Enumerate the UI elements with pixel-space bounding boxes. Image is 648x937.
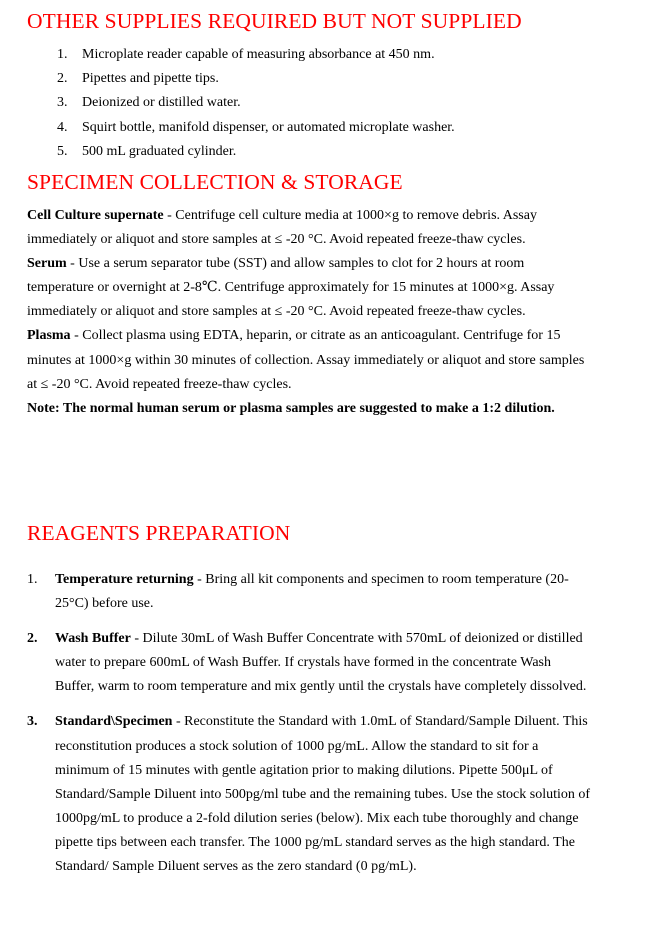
- supplies-heading: OTHER SUPPLIES REQUIRED BUT NOT SUPPLIED: [27, 9, 522, 33]
- specimen-heading: SPECIMEN COLLECTION & STORAGE: [27, 170, 403, 194]
- list-item: [57, 67, 617, 91]
- specimen-text: - Collect plasma using EDTA, heparin, or citrate as an anticoagulant. Centrifuge for 15 minutes at 1000×g within 30 minutes of collection. Assay immediately or aliquot and store samples at ≤ -20 °C. Avoid repeated freeze-thaw cycles.: [27, 328, 585, 392]
- item-number: 3.: [27, 714, 38, 730]
- list-item: [27, 710, 592, 879]
- item-number: 2.: [27, 631, 38, 647]
- specimen-paragraph: [27, 204, 592, 252]
- item-number: 4.: [57, 119, 68, 135]
- list-item: [57, 43, 617, 67]
- item-number: 2.: [57, 71, 68, 87]
- list-item: [27, 568, 592, 616]
- reagent-text: - Reconstitute the Standard with 1.0mL of Standard/Sample Diluent. This reconstitution produces a stock solution of 1000 pg/mL. Allow the standard to sit for a minimum of 15 minutes with gentle agitation prior to making dilutions. Pipette 500μL of Standard/Sample Diluent into 500pg/ml tube and the remaining tubes. Use the stock solution of 1000pg/mL to produce a 2-fold dilution series (below). Mix each tube thoroughly and change pipette tips between each transfer. The 1000 pg/mL standard serves as the high standard. The Standard/ Sample Diluent serves as the zero standard (0 pg/mL).: [55, 714, 591, 875]
- specimen-text: - Centrifuge cell culture media at 1000×g to remove debris. Assay immediately or aliquot and store samples at ≤ -20 °C. Avoid repeated freeze-thaw cycles.: [27, 208, 537, 248]
- item-text: Deionized or distilled water.: [82, 95, 241, 111]
- item-text: 500 mL graduated cylinder.: [82, 143, 237, 159]
- supplies-list: [57, 43, 617, 164]
- reagent-label: Temperature returning: [55, 572, 194, 587]
- item-number: 5.: [57, 143, 68, 159]
- reagent-label: Standard\Specimen: [55, 714, 173, 730]
- reagents-list: [27, 568, 592, 890]
- list-item: [57, 91, 617, 115]
- specimen-section: [27, 204, 592, 421]
- item-text: Squirt bottle, manifold dispenser, or automated microplate washer.: [82, 119, 455, 135]
- item-text: Microplate reader capable of measuring absorbance at 450 nm.: [82, 47, 435, 62]
- list-item: [57, 140, 617, 164]
- reagent-text: - Bring all kit components and specimen to room temperature (20-25°C) before use.: [55, 572, 569, 612]
- specimen-label: Serum: [27, 256, 67, 272]
- specimen-paragraph: [27, 324, 592, 396]
- specimen-label: Cell Culture supernate: [27, 208, 164, 223]
- item-number: 1.: [57, 47, 68, 62]
- specimen-note: Note: The normal human serum or plasma samples are suggested to make a 1:2 dilution.: [27, 400, 555, 416]
- reagent-text: - Dilute 30mL of Wash Buffer Concentrate with 570mL of deionized or distilled water to prepare 600mL of Wash Buffer. If crystals have formed in the concentrate Wash Buffer, warm to room temperature and mix gently until the crystals have completely dissolved.: [55, 631, 587, 695]
- item-number: 3.: [57, 95, 68, 111]
- list-item: [57, 116, 617, 140]
- reagent-label: Wash Buffer: [55, 631, 131, 647]
- item-text: Pipettes and pipette tips.: [82, 71, 219, 87]
- item-number: 1.: [27, 572, 38, 587]
- list-item: [27, 627, 592, 699]
- specimen-label: Plasma: [27, 328, 71, 344]
- specimen-paragraph: [27, 252, 592, 324]
- reagents-heading: REAGENTS PREPARATION: [27, 521, 291, 545]
- specimen-text: - Use a serum separator tube (SST) and allow samples to clot for 2 hours at room temperature or overnight at 2-8℃. Centrifuge approximately for 15 minutes at 1000×g. Assay immediately or aliquot and store samples at ≤ -20 °C. Avoid repeated freeze-thaw cycles.: [27, 256, 555, 320]
